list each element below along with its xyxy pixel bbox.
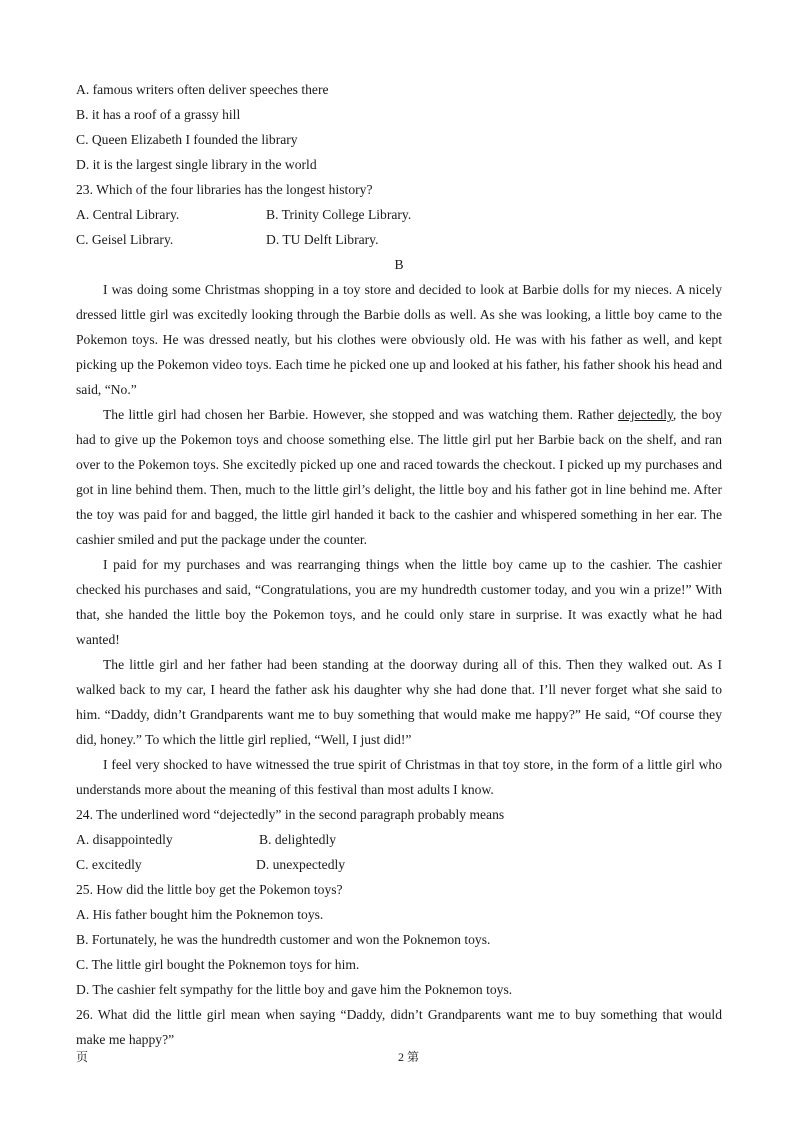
passage-paragraph-2 bbox=[76, 402, 722, 552]
q23-options-row-1 bbox=[76, 202, 722, 227]
q23-option-a: A. Central Library. bbox=[76, 207, 180, 222]
paragraph-2-rest: , the boy had to give up the Pokemon toys and choose something else. The little girl put her Barbie back on the shelf, and ran over to the Pokemon toys. She excitedly picked up one and raced towards the checkout. I picked up my purchases and got in line behind them. Then, much to the little girl’s delight, the little boy and his father got in line behind me. After the toy was paid for and bagged, the little girl handed it back to the cashier and whispered something in her ear. The cashier smiled and put the package under the counter. bbox=[76, 407, 723, 547]
q23-options-row-2 bbox=[76, 227, 722, 252]
q22-option-d: D. it is the largest single library in the world bbox=[76, 157, 317, 172]
q24-option-b: B. delightedly bbox=[259, 832, 337, 847]
underlined-word: dejectedly bbox=[617, 407, 673, 422]
page-number: 2 第 bbox=[398, 1050, 420, 1064]
q25-question: 25. How did the little boy get the Pokemon toys? bbox=[76, 882, 343, 897]
section-b-title: B bbox=[394, 257, 404, 272]
q25-option-a: A. His father bought him the Poknemon toys. bbox=[76, 907, 324, 922]
footer-left: 页 bbox=[76, 1050, 89, 1064]
q23-option-b: B. Trinity College Library. bbox=[266, 207, 412, 222]
q23-question: 23. Which of the four libraries has the longest history? bbox=[76, 182, 373, 197]
q24-options-row-2 bbox=[76, 852, 722, 877]
q23-option-c: C. Geisel Library. bbox=[76, 232, 174, 247]
q25-option-d: D. The cashier felt sympathy for the little boy and gave him the Poknemon toys. bbox=[76, 982, 513, 997]
passage-paragraph-1: I was doing some Christmas shopping in a toy store and decided to look at Barbie dolls for my nieces. A nicely dressed little girl was excitedly looking through the Barbie dolls as well. As she was looking, a little boy came to the Pokemon toys. He was dressed neatly, but his clothes were obviously old. He was with his father as well, and kept picking up the Pokemon video toys. Each time he picked one up and looked at his father, his father shook his head and said, “No.” bbox=[76, 282, 722, 397]
q24-options-row-1 bbox=[76, 827, 722, 852]
q24-option-c: C. excitedly bbox=[76, 857, 142, 872]
passage-paragraph-5: I feel very shocked to have witnessed the true spirit of Christmas in that toy store, in the form of a little girl who understands more about the meaning of this festival than most adults I know. bbox=[76, 757, 722, 797]
q24-question: 24. The underlined word “dejectedly” in the second paragraph probably means bbox=[76, 807, 505, 822]
q26-question: 26. What did the little girl mean when saying “Daddy, didn’t Grandparents want me to buy something that would make me happy?” bbox=[76, 1007, 722, 1047]
q22-option-c: C. Queen Elizabeth I founded the library bbox=[76, 132, 298, 147]
q22-option-b: B. it has a roof of a grassy hill bbox=[76, 107, 241, 122]
page-content bbox=[76, 77, 722, 1052]
q25-option-b: B. Fortunately, he was the hundredth customer and won the Poknemon toys. bbox=[76, 932, 491, 947]
passage-paragraph-3: I paid for my purchases and was rearranging things when the little boy came up to the cashier. The cashier checked his purchases and said, “Congratulations, you are my hundredth customer today, and you win a prize!” With that, she handed the little boy the Pokemon toys, and he could only stare in surprise. It was exactly what he had wanted! bbox=[76, 557, 722, 647]
paragraph-2-start: The little girl had chosen her Barbie. However, she stopped and was watching them. Rather bbox=[103, 407, 618, 422]
q24-option-a: A. disappointedly bbox=[76, 832, 173, 847]
q24-option-d: D. unexpectedly bbox=[256, 857, 346, 872]
q23-option-d: D. TU Delft Library. bbox=[266, 232, 379, 247]
passage-paragraph-4: The little girl and her father had been standing at the doorway during all of this. Then they walked out. As I walked back to my car, I heard the father ask his daughter why she had done that. I’ll never forget what she said to him. “Daddy, didn’t Grandparents want me to buy something that would make me happy?” He said, “Of course they did, honey.” To which the little girl replied, “Well, I just did!” bbox=[76, 657, 722, 747]
q22-option-a: A. famous writers often deliver speeches there bbox=[76, 82, 329, 97]
q25-option-c: C. The little girl bought the Poknemon toys for him. bbox=[76, 957, 360, 972]
